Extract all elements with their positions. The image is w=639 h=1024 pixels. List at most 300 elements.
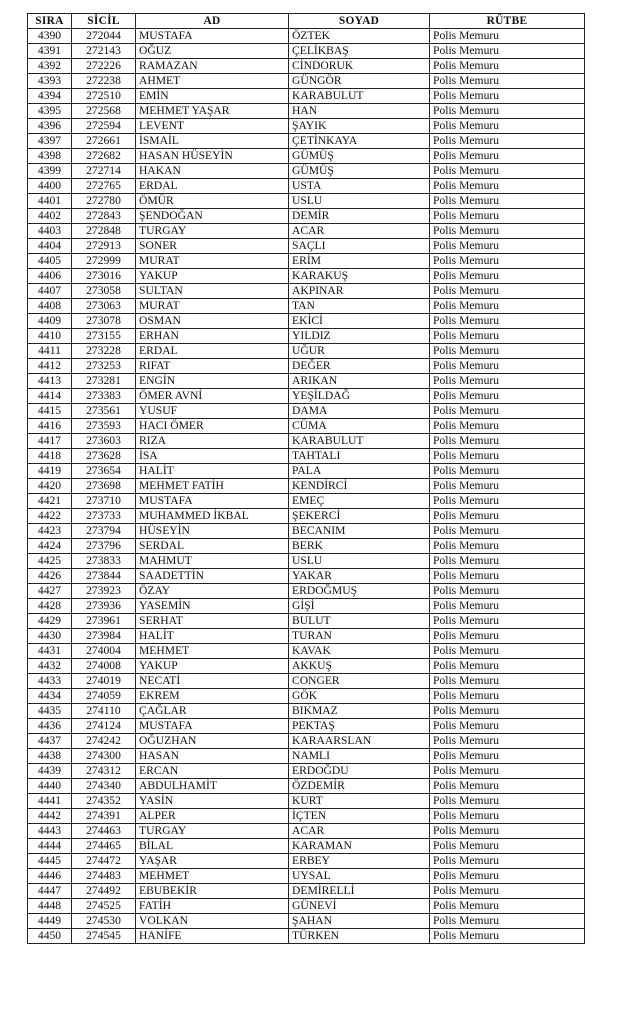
- table-row: [28, 659, 585, 674]
- cell-sira: 4428: [28, 599, 72, 614]
- cell-rutbe: Polis Memuru: [430, 569, 585, 584]
- cell-sira: 4434: [28, 689, 72, 704]
- cell-soyad: ARIKAN: [289, 374, 430, 389]
- cell-rutbe: Polis Memuru: [430, 914, 585, 929]
- table-row: [28, 884, 585, 899]
- cell-soyad: DEMİRELLİ: [289, 884, 430, 899]
- table-row: [28, 104, 585, 119]
- cell-soyad: BERK: [289, 539, 430, 554]
- cell-rutbe: Polis Memuru: [430, 554, 585, 569]
- cell-rutbe: Polis Memuru: [430, 704, 585, 719]
- cell-rutbe: Polis Memuru: [430, 599, 585, 614]
- cell-sicil: 274545: [72, 929, 136, 944]
- cell-soyad: ACAR: [289, 224, 430, 239]
- cell-ad: HALİT: [136, 629, 289, 644]
- cell-soyad: GÜNEVİ: [289, 899, 430, 914]
- cell-rutbe: Polis Memuru: [430, 239, 585, 254]
- cell-ad: MEHMET: [136, 644, 289, 659]
- cell-sira: 4440: [28, 779, 72, 794]
- cell-ad: MUSTAFA: [136, 719, 289, 734]
- cell-sira: 4395: [28, 104, 72, 119]
- cell-soyad: GÜMÜŞ: [289, 149, 430, 164]
- cell-sira: 4415: [28, 404, 72, 419]
- table-row: [28, 89, 585, 104]
- cell-sicil: 272510: [72, 89, 136, 104]
- cell-sira: 4437: [28, 734, 72, 749]
- cell-sira: 4418: [28, 449, 72, 464]
- cell-rutbe: Polis Memuru: [430, 779, 585, 794]
- cell-rutbe: Polis Memuru: [430, 44, 585, 59]
- cell-sira: 4420: [28, 479, 72, 494]
- cell-sira: 4433: [28, 674, 72, 689]
- cell-ad: YAŞAR: [136, 854, 289, 869]
- cell-ad: YASEMİN: [136, 599, 289, 614]
- cell-rutbe: Polis Memuru: [430, 854, 585, 869]
- cell-ad: ERCAN: [136, 764, 289, 779]
- cell-rutbe: Polis Memuru: [430, 509, 585, 524]
- cell-rutbe: Polis Memuru: [430, 584, 585, 599]
- table-row: [28, 464, 585, 479]
- cell-soyad: BIKMAZ: [289, 704, 430, 719]
- cell-soyad: KARABULUT: [289, 89, 430, 104]
- cell-soyad: NAMLI: [289, 749, 430, 764]
- cell-sira: 4404: [28, 239, 72, 254]
- cell-sicil: 272238: [72, 74, 136, 89]
- cell-ad: MUHAMMED İKBAL: [136, 509, 289, 524]
- table-row: [28, 614, 585, 629]
- cell-soyad: ŞAYIK: [289, 119, 430, 134]
- cell-ad: İSMAİL: [136, 134, 289, 149]
- cell-sira: 4450: [28, 929, 72, 944]
- cell-soyad: DAMA: [289, 404, 430, 419]
- cell-rutbe: Polis Memuru: [430, 644, 585, 659]
- cell-rutbe: Polis Memuru: [430, 494, 585, 509]
- cell-ad: FATİH: [136, 899, 289, 914]
- cell-rutbe: Polis Memuru: [430, 719, 585, 734]
- table-row: [28, 854, 585, 869]
- table-row: [28, 44, 585, 59]
- cell-ad: MEHMET: [136, 869, 289, 884]
- cell-sicil: 272714: [72, 164, 136, 179]
- cell-sira: 4392: [28, 59, 72, 74]
- table-row: [28, 674, 585, 689]
- cell-sira: 4391: [28, 44, 72, 59]
- cell-ad: SERDAL: [136, 539, 289, 554]
- cell-sira: 4408: [28, 299, 72, 314]
- cell-sira: 4417: [28, 434, 72, 449]
- cell-sicil: 274312: [72, 764, 136, 779]
- cell-sira: 4411: [28, 344, 72, 359]
- table-row: [28, 359, 585, 374]
- cell-sicil: 274300: [72, 749, 136, 764]
- cell-ad: SULTAN: [136, 284, 289, 299]
- table-row: [28, 704, 585, 719]
- cell-soyad: GÜMÜŞ: [289, 164, 430, 179]
- cell-sicil: 272848: [72, 224, 136, 239]
- cell-rutbe: Polis Memuru: [430, 164, 585, 179]
- table-row: [28, 554, 585, 569]
- cell-rutbe: Polis Memuru: [430, 539, 585, 554]
- cell-sira: 4413: [28, 374, 72, 389]
- cell-rutbe: Polis Memuru: [430, 269, 585, 284]
- cell-ad: ERDAL: [136, 344, 289, 359]
- cell-sira: 4394: [28, 89, 72, 104]
- cell-soyad: GÜNGÖR: [289, 74, 430, 89]
- cell-soyad: ACAR: [289, 824, 430, 839]
- table-row: [28, 599, 585, 614]
- cell-sira: 4435: [28, 704, 72, 719]
- cell-soyad: ÖZDEMİR: [289, 779, 430, 794]
- cell-soyad: USLU: [289, 194, 430, 209]
- cell-soyad: BECANIM: [289, 524, 430, 539]
- cell-sira: 4405: [28, 254, 72, 269]
- cell-ad: ENGİN: [136, 374, 289, 389]
- cell-rutbe: Polis Memuru: [430, 89, 585, 104]
- cell-ad: ÖMÜR: [136, 194, 289, 209]
- cell-rutbe: Polis Memuru: [430, 224, 585, 239]
- cell-soyad: CÜMA: [289, 419, 430, 434]
- cell-ad: ÇAĞLAR: [136, 704, 289, 719]
- cell-rutbe: Polis Memuru: [430, 254, 585, 269]
- cell-soyad: YAKAR: [289, 569, 430, 584]
- table-row: [28, 764, 585, 779]
- cell-ad: TURGAY: [136, 224, 289, 239]
- cell-soyad: ÇETİNKAYA: [289, 134, 430, 149]
- cell-rutbe: Polis Memuru: [430, 794, 585, 809]
- cell-sicil: 274472: [72, 854, 136, 869]
- cell-sicil: 273923: [72, 584, 136, 599]
- cell-sira: 4438: [28, 749, 72, 764]
- cell-sicil: 273603: [72, 434, 136, 449]
- cell-sicil: 273058: [72, 284, 136, 299]
- table-body: [28, 29, 585, 944]
- cell-sira: 4445: [28, 854, 72, 869]
- cell-ad: LEVENT: [136, 119, 289, 134]
- cell-sicil: 273593: [72, 419, 136, 434]
- cell-rutbe: Polis Memuru: [430, 344, 585, 359]
- cell-rutbe: Polis Memuru: [430, 59, 585, 74]
- cell-soyad: ERDOĞDU: [289, 764, 430, 779]
- column-header-sicil: SİCİL: [72, 14, 136, 29]
- cell-ad: SERHAT: [136, 614, 289, 629]
- table-row: [28, 74, 585, 89]
- cell-rutbe: Polis Memuru: [430, 314, 585, 329]
- cell-ad: OSMAN: [136, 314, 289, 329]
- table-row: [28, 929, 585, 944]
- cell-soyad: KAVAK: [289, 644, 430, 659]
- table-row: [28, 254, 585, 269]
- table-row: [28, 569, 585, 584]
- cell-soyad: ERBEY: [289, 854, 430, 869]
- cell-sicil: 273984: [72, 629, 136, 644]
- cell-rutbe: Polis Memuru: [430, 809, 585, 824]
- cell-ad: HÜSEYİN: [136, 524, 289, 539]
- cell-sira: 4416: [28, 419, 72, 434]
- cell-sicil: 274391: [72, 809, 136, 824]
- cell-ad: MAHMUT: [136, 554, 289, 569]
- table-row: [28, 209, 585, 224]
- cell-sira: 4442: [28, 809, 72, 824]
- cell-soyad: AKPINAR: [289, 284, 430, 299]
- cell-sicil: 274340: [72, 779, 136, 794]
- cell-sicil: 273228: [72, 344, 136, 359]
- cell-sira: 4409: [28, 314, 72, 329]
- cell-ad: MUSTAFA: [136, 29, 289, 44]
- cell-ad: RIZA: [136, 434, 289, 449]
- cell-soyad: SAÇLI: [289, 239, 430, 254]
- cell-rutbe: Polis Memuru: [430, 629, 585, 644]
- cell-sira: 4403: [28, 224, 72, 239]
- table-row: [28, 179, 585, 194]
- cell-ad: MUSTAFA: [136, 494, 289, 509]
- cell-ad: EKREM: [136, 689, 289, 704]
- column-header-soyad: SOYAD: [289, 14, 430, 29]
- table-row: [28, 224, 585, 239]
- cell-soyad: USTA: [289, 179, 430, 194]
- cell-sicil: 274059: [72, 689, 136, 704]
- cell-rutbe: Polis Memuru: [430, 404, 585, 419]
- cell-sicil: 274242: [72, 734, 136, 749]
- table-row: [28, 899, 585, 914]
- cell-sira: 4410: [28, 329, 72, 344]
- table-row: [28, 419, 585, 434]
- cell-ad: ERHAN: [136, 329, 289, 344]
- cell-rutbe: Polis Memuru: [430, 449, 585, 464]
- table-row: [28, 269, 585, 284]
- cell-ad: YAKUP: [136, 659, 289, 674]
- table-row: [28, 404, 585, 419]
- cell-soyad: KARABULUT: [289, 434, 430, 449]
- cell-soyad: İÇTEN: [289, 809, 430, 824]
- cell-rutbe: Polis Memuru: [430, 884, 585, 899]
- cell-sicil: 274124: [72, 719, 136, 734]
- cell-sicil: 273016: [72, 269, 136, 284]
- cell-soyad: PEKTAŞ: [289, 719, 430, 734]
- cell-ad: EMİN: [136, 89, 289, 104]
- cell-soyad: GİŞİ: [289, 599, 430, 614]
- cell-rutbe: Polis Memuru: [430, 149, 585, 164]
- cell-sira: 4396: [28, 119, 72, 134]
- cell-sicil: 272226: [72, 59, 136, 74]
- cell-soyad: BULUT: [289, 614, 430, 629]
- cell-soyad: DEMİR: [289, 209, 430, 224]
- cell-ad: EBUBEKİR: [136, 884, 289, 899]
- cell-soyad: ERDOĞMUŞ: [289, 584, 430, 599]
- cell-rutbe: Polis Memuru: [430, 524, 585, 539]
- cell-rutbe: Polis Memuru: [430, 209, 585, 224]
- table-row: [28, 29, 585, 44]
- cell-sicil: 273844: [72, 569, 136, 584]
- cell-sira: 4421: [28, 494, 72, 509]
- cell-soyad: YEŞİLDAĞ: [289, 389, 430, 404]
- cell-sicil: 274525: [72, 899, 136, 914]
- cell-sicil: 272594: [72, 119, 136, 134]
- cell-rutbe: Polis Memuru: [430, 284, 585, 299]
- cell-sira: 4426: [28, 569, 72, 584]
- cell-soyad: HAN: [289, 104, 430, 119]
- cell-sicil: 272913: [72, 239, 136, 254]
- cell-soyad: UĞUR: [289, 344, 430, 359]
- cell-rutbe: Polis Memuru: [430, 134, 585, 149]
- cell-ad: ÖZAY: [136, 584, 289, 599]
- cell-rutbe: Polis Memuru: [430, 734, 585, 749]
- table-row: [28, 824, 585, 839]
- table-row: [28, 314, 585, 329]
- cell-ad: SONER: [136, 239, 289, 254]
- table-row: [28, 734, 585, 749]
- cell-rutbe: Polis Memuru: [430, 824, 585, 839]
- cell-ad: HASAN: [136, 749, 289, 764]
- cell-sira: 4402: [28, 209, 72, 224]
- cell-sicil: 273710: [72, 494, 136, 509]
- cell-ad: MEHMET FATİH: [136, 479, 289, 494]
- table-row: [28, 449, 585, 464]
- cell-soyad: UYSAL: [289, 869, 430, 884]
- cell-ad: MURAT: [136, 299, 289, 314]
- cell-ad: HACI ÖMER: [136, 419, 289, 434]
- cell-sira: 4449: [28, 914, 72, 929]
- cell-sicil: 273155: [72, 329, 136, 344]
- cell-sicil: 273078: [72, 314, 136, 329]
- cell-ad: RIFAT: [136, 359, 289, 374]
- cell-sicil: 273253: [72, 359, 136, 374]
- cell-sicil: 273063: [72, 299, 136, 314]
- cell-rutbe: Polis Memuru: [430, 389, 585, 404]
- cell-ad: ABDULHAMİT: [136, 779, 289, 794]
- cell-sicil: 272661: [72, 134, 136, 149]
- cell-sicil: 274483: [72, 869, 136, 884]
- cell-rutbe: Polis Memuru: [430, 614, 585, 629]
- cell-sicil: 273833: [72, 554, 136, 569]
- table-row: [28, 539, 585, 554]
- table-row: [28, 119, 585, 134]
- cell-sira: 4441: [28, 794, 72, 809]
- cell-ad: OĞUZHAN: [136, 734, 289, 749]
- cell-rutbe: Polis Memuru: [430, 374, 585, 389]
- cell-soyad: TAN: [289, 299, 430, 314]
- cell-sicil: 274110: [72, 704, 136, 719]
- cell-ad: VOLKAN: [136, 914, 289, 929]
- cell-soyad: EKİCİ: [289, 314, 430, 329]
- cell-rutbe: Polis Memuru: [430, 689, 585, 704]
- header-row: [28, 14, 585, 29]
- cell-soyad: TÜRKEN: [289, 929, 430, 944]
- cell-soyad: ŞEKERCİ: [289, 509, 430, 524]
- cell-sicil: 273698: [72, 479, 136, 494]
- table-row: [28, 509, 585, 524]
- cell-ad: HALİT: [136, 464, 289, 479]
- cell-sira: 4444: [28, 839, 72, 854]
- cell-ad: TURGAY: [136, 824, 289, 839]
- cell-soyad: KARAMAN: [289, 839, 430, 854]
- cell-rutbe: Polis Memuru: [430, 329, 585, 344]
- cell-sira: 4419: [28, 464, 72, 479]
- cell-sicil: 274530: [72, 914, 136, 929]
- cell-sicil: 272780: [72, 194, 136, 209]
- cell-sicil: 274019: [72, 674, 136, 689]
- cell-rutbe: Polis Memuru: [430, 179, 585, 194]
- cell-sira: 4401: [28, 194, 72, 209]
- cell-sicil: 273733: [72, 509, 136, 524]
- cell-sicil: 274008: [72, 659, 136, 674]
- cell-sicil: 272843: [72, 209, 136, 224]
- table-row: [28, 284, 585, 299]
- cell-rutbe: Polis Memuru: [430, 899, 585, 914]
- cell-ad: ÖMER AVNİ: [136, 389, 289, 404]
- cell-soyad: CİNDORUK: [289, 59, 430, 74]
- table-row: [28, 809, 585, 824]
- table-row: [28, 374, 585, 389]
- cell-ad: MURAT: [136, 254, 289, 269]
- cell-rutbe: Polis Memuru: [430, 674, 585, 689]
- table-row: [28, 479, 585, 494]
- table-row: [28, 644, 585, 659]
- table-header: [28, 14, 585, 29]
- table-row: [28, 839, 585, 854]
- cell-sira: 4446: [28, 869, 72, 884]
- cell-soyad: KURT: [289, 794, 430, 809]
- table-row: [28, 524, 585, 539]
- table-row: [28, 59, 585, 74]
- cell-sicil: 274004: [72, 644, 136, 659]
- table-row: [28, 344, 585, 359]
- cell-ad: ALPER: [136, 809, 289, 824]
- cell-sicil: 272143: [72, 44, 136, 59]
- cell-sira: 4424: [28, 539, 72, 554]
- table-row: [28, 629, 585, 644]
- cell-sira: 4439: [28, 764, 72, 779]
- cell-rutbe: Polis Memuru: [430, 749, 585, 764]
- cell-ad: İSA: [136, 449, 289, 464]
- cell-sira: 4447: [28, 884, 72, 899]
- table-row: [28, 239, 585, 254]
- cell-sira: 4430: [28, 629, 72, 644]
- cell-rutbe: Polis Memuru: [430, 479, 585, 494]
- cell-soyad: KENDİRCİ: [289, 479, 430, 494]
- cell-sira: 4432: [28, 659, 72, 674]
- table-row: [28, 134, 585, 149]
- cell-sicil: 274465: [72, 839, 136, 854]
- cell-sicil: 272765: [72, 179, 136, 194]
- cell-sicil: 273383: [72, 389, 136, 404]
- table-row: [28, 329, 585, 344]
- table-row: [28, 389, 585, 404]
- cell-rutbe: Polis Memuru: [430, 839, 585, 854]
- cell-soyad: AKKUŞ: [289, 659, 430, 674]
- cell-sira: 4429: [28, 614, 72, 629]
- cell-sicil: 272568: [72, 104, 136, 119]
- cell-rutbe: Polis Memuru: [430, 194, 585, 209]
- table-row: [28, 194, 585, 209]
- cell-ad: MEHMET YAŞAR: [136, 104, 289, 119]
- cell-sira: 4412: [28, 359, 72, 374]
- cell-ad: OĞUZ: [136, 44, 289, 59]
- cell-ad: HAKAN: [136, 164, 289, 179]
- cell-soyad: ERİM: [289, 254, 430, 269]
- cell-soyad: PALA: [289, 464, 430, 479]
- cell-sicil: 273561: [72, 404, 136, 419]
- cell-soyad: ÖZTEK: [289, 29, 430, 44]
- cell-soyad: GÖK: [289, 689, 430, 704]
- cell-sira: 4431: [28, 644, 72, 659]
- table-row: [28, 719, 585, 734]
- cell-sicil: 273794: [72, 524, 136, 539]
- cell-soyad: KARAKUŞ: [289, 269, 430, 284]
- cell-soyad: ÇELİKBAŞ: [289, 44, 430, 59]
- cell-rutbe: Polis Memuru: [430, 104, 585, 119]
- table-row: [28, 749, 585, 764]
- cell-sira: 4398: [28, 149, 72, 164]
